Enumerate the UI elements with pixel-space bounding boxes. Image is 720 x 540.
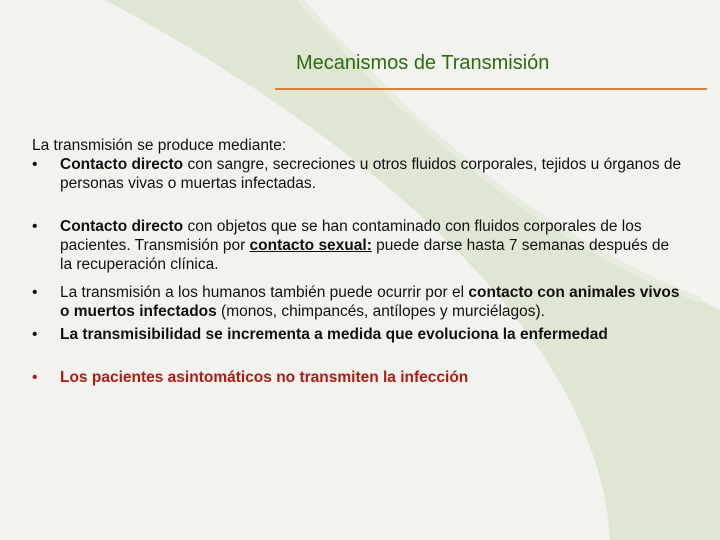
bullet-dot: • — [32, 284, 38, 301]
item-text: puede darse hasta 7 semanas después de la recuperación clínica. — [60, 237, 670, 273]
item-bold-underlined-text: contacto sexual: — [249, 237, 372, 254]
bullet-dot: • — [32, 369, 38, 386]
item-text: con objetos que se han contaminado con fluidos corporales de los pacientes. Transmisión por — [60, 218, 642, 254]
item-text: con sangre, secreciones u otros fluidos corporales, tejidos u órganos de personas vivas o muertas infectadas. — [60, 156, 682, 192]
item-bold-text: Contacto directo — [60, 218, 184, 235]
bullet-dot: • — [32, 156, 38, 173]
intro-text: La transmisión se produce mediante: — [32, 137, 287, 154]
item-bold-text: Contacto directo — [60, 156, 184, 173]
item-bold-text: La transmisibilidad se incrementa a medida que evoluciona la enfermedad — [60, 326, 608, 343]
item-bold-text: Los pacientes asintomáticos no transmiten la infección — [60, 369, 469, 386]
bullet-dot: • — [32, 326, 38, 343]
item-text: (monos, chimpancés, antílopes y murciélagos). — [216, 303, 545, 320]
bullet-item-5 — [32, 368, 682, 387]
item-text: La transmisión a los humanos también puede ocurrir por el — [60, 284, 469, 301]
bullet-item-3 — [32, 283, 682, 321]
bullet-item-4 — [32, 325, 682, 344]
slide-title: Mecanismos de Transmisión — [296, 52, 550, 74]
bullet-item-2 — [32, 217, 682, 274]
bullet-item-1 — [32, 155, 682, 193]
item-bold-text: contacto con animales vivos o muertos infectados — [60, 284, 680, 320]
bullet-dot: • — [32, 218, 38, 235]
slide-content — [32, 136, 682, 387]
title-underline-rule — [275, 88, 707, 90]
